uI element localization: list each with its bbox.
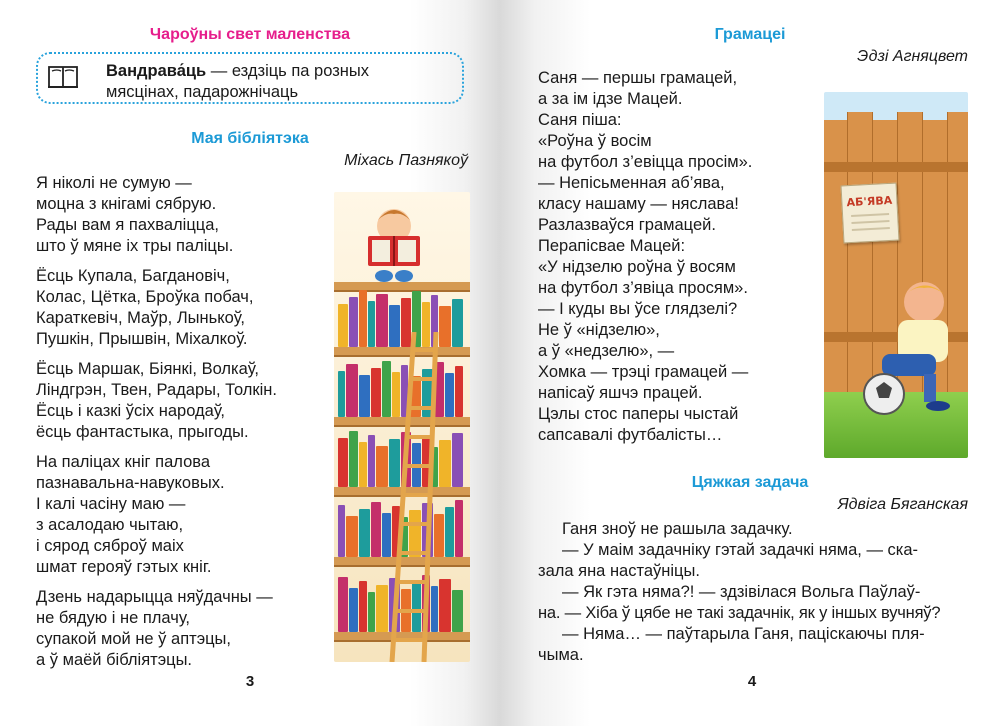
book-spine [359, 509, 370, 557]
story-line: на. — Хіба ў цябе не такі задачнік, як у іншых вучняў? [538, 604, 941, 622]
book-spine [346, 516, 358, 557]
book-spine [368, 592, 375, 632]
book-spine [359, 375, 370, 417]
poem-line: Хомка — трэці грамацей — [538, 363, 749, 381]
poem-line: ёсць фантастыка, прыгоды. [36, 423, 249, 441]
poem-line: Караткевіч, Маўр, Лынькоў, [36, 309, 245, 327]
section-title: Чароўны свет маленства [149, 26, 351, 43]
glossary-definition-2: мясцінах, падарожнічаць [106, 83, 299, 101]
story-author: Ядвіга Бяганская [837, 496, 968, 513]
book-spine [338, 505, 345, 557]
poem-line: Разлазваўся грамацей. [538, 216, 716, 234]
library-illustration [334, 192, 470, 662]
book-spine [349, 297, 358, 347]
story-body [538, 519, 968, 666]
book-spine [359, 442, 367, 487]
book-spine [346, 364, 358, 417]
poem-line: Цэлы стос паперы чыстай [538, 405, 739, 423]
poem-body [36, 173, 336, 680]
poem-line: з асалодаю чытаю, [36, 516, 184, 534]
poem-line: І калі часіну маю — [36, 495, 186, 513]
notice-sign-text: АБ'ЯВА [846, 193, 893, 210]
story-line: — Як гэта няма?! — здзівілася Вольга Паўлаў- [562, 583, 921, 601]
poem-line: не бядую і не плачу, [36, 609, 191, 627]
poem-line: пазнавальна-навуковых. [36, 474, 225, 492]
book-spine [338, 304, 348, 347]
poem-line: супакой мой не ў аптэцы, [36, 630, 232, 648]
book-spine [455, 366, 463, 417]
poem-body [538, 68, 818, 446]
book-spine [368, 435, 375, 487]
poem-author: Эдзі Агняцвет [857, 48, 968, 65]
poem-line: класу нашаму — няслава! [538, 195, 739, 213]
story-line: Ганя зноў не рашыла задачку. [562, 520, 793, 538]
book-spine [338, 371, 345, 417]
poem-title: Мая бібліятэка [191, 130, 309, 147]
poem-line: Не ў «нідзелю», [538, 321, 660, 339]
story-line: зала яна настаўніцы. [538, 562, 700, 580]
story-line: — У маім задачніку гэтай задачкі няма, — ска- [562, 541, 919, 559]
stanza [36, 452, 336, 578]
glossary-term: Вандрава́ць [106, 62, 207, 80]
poem-line: Саня піша: [538, 111, 622, 129]
notice-sign [841, 183, 900, 244]
poem-line: Ёсць Маршак, Біянкі, Волкаў, [36, 360, 259, 378]
book-spine [455, 500, 463, 557]
book-spine [371, 368, 381, 417]
poem-line: «Роўна ў восім [538, 132, 652, 150]
poem-line: Ёсць Купала, Багдановіч, [36, 267, 230, 285]
book-spine [349, 431, 358, 487]
poem-line: напісаў яшчэ працей. [538, 384, 703, 402]
poem-line: шмат герояў гэтых кніг. [36, 558, 212, 576]
poem-line: Я ніколі не сумую — [36, 174, 192, 192]
poem-line: а ў маёй бібліятэцы. [36, 651, 193, 669]
poem-line: а ў «недзелю», — [538, 342, 675, 360]
poem-line: на футбол з’явіца просям». [538, 279, 748, 297]
poem-line: а за ім ідзе Мацей. [538, 90, 683, 108]
poem-line: Дзень надарыцца няўдачны — [36, 588, 273, 606]
book-spine [359, 581, 367, 632]
book-spine [338, 438, 348, 487]
poem-title: Грамацеі [714, 26, 786, 43]
glossary-box [36, 52, 464, 104]
book-spine [371, 502, 381, 557]
ladder [384, 332, 454, 662]
fence-rail [824, 162, 968, 172]
poem-line: і сярод сяброў маіх [36, 537, 184, 555]
poem-line: Колас, Цётка, Броўка побач, [36, 288, 254, 306]
story-line: — Няма… — паўтарыла Ганя, паціскаючы пля- [562, 625, 925, 643]
stanza [36, 173, 336, 257]
stanza [36, 359, 336, 443]
book-spine [359, 290, 367, 347]
poem-line: — І куды вы ўсе глядзелі? [538, 300, 738, 318]
poem-line: моцна з кнігамі сябрую. [36, 195, 217, 213]
poem-line: на футбол з’евіцца просім». [538, 153, 753, 171]
poem-line: На паліцах кніг палова [36, 453, 210, 471]
poem-line: Саня — першы грамацей, [538, 69, 738, 87]
book-icon [48, 66, 78, 88]
boy-figure [854, 270, 966, 420]
glossary-definition-1: — ездзіць па розных [206, 62, 370, 80]
poem-author: Міхась Пазнякоў [344, 152, 468, 169]
poem-line: Ёсць і казкі ўсіх народаў, [36, 402, 226, 420]
book-spine [338, 577, 348, 632]
poem-line: Рады вам я пахваліцца, [36, 216, 219, 234]
glossary-text [106, 61, 369, 103]
book-spine [368, 301, 375, 347]
poem-line: — Непісьменная аб’ява, [538, 174, 725, 192]
right-page [500, 0, 1000, 726]
stanza [36, 266, 336, 350]
stanza [36, 587, 336, 671]
poem-line: што ў мяне іх тры паліцы. [36, 237, 234, 255]
page-number: 4 [747, 673, 757, 690]
reading-child-figure [354, 198, 434, 288]
story-title: Цяжкая задача [691, 474, 809, 491]
poem-line: «У нідзелю роўна ў восям [538, 258, 736, 276]
poem-line: Пушкін, Прышвін, Міхалкоў. [36, 330, 248, 348]
fence-illustration [824, 92, 968, 458]
poem-line: Перапісвае Мацей: [538, 237, 686, 255]
book-spine [349, 588, 358, 632]
story-line: чыма. [538, 646, 584, 664]
page-number: 3 [245, 673, 255, 690]
poem-line: сапсавалі футбалісты… [538, 426, 723, 444]
poem-line: Ліндгрэн, Твен, Радары, Толкін. [36, 381, 277, 399]
